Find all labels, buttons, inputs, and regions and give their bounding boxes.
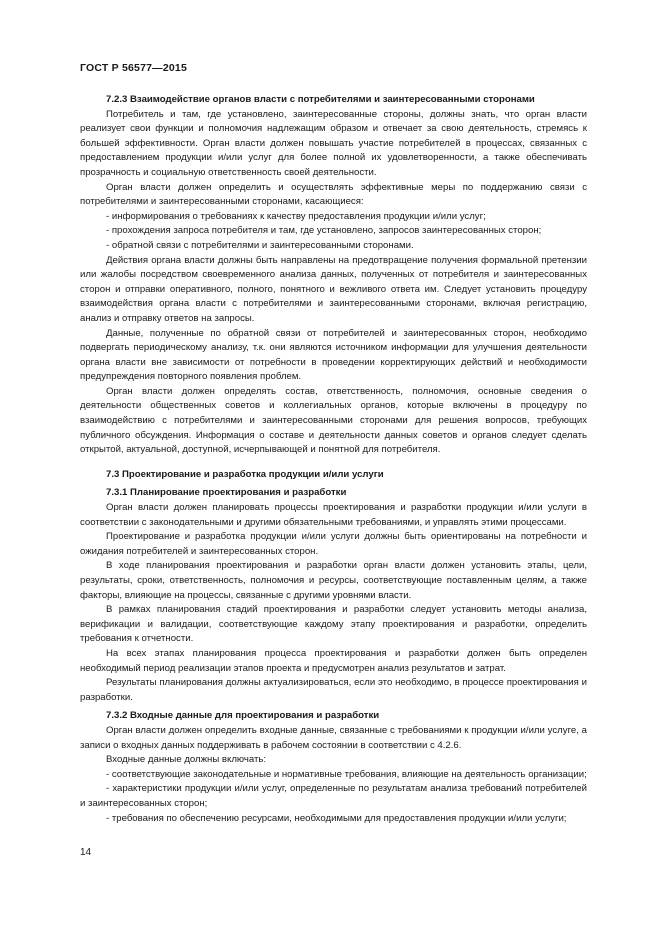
paragraph: Входные данные должны включать: xyxy=(106,754,267,766)
document-body xyxy=(80,93,587,826)
paragraph: В рамках планирования стадий проектирования и разработки следует установить методы анализа, верификации и валидации, соответствующие каждому этапу проектирования и разработки, определить требования к отчетности. xyxy=(80,604,587,645)
paragraph: Орган власти должен определять состав, ответственность, полномочия, основные сведения о деятельности общественных советов и коллегиальных органов, которые включены в процедуру по взаимодействию с потребителями и заинтересованными сторонами для решения вопросов, требующих публичного обсуждения. Информация о составе и деятельности данных советов и органов следует сделать открытой, актуальной, доступной, исчерпывающей и понятной для потребителя. xyxy=(80,385,587,456)
paragraph: Данные, полученные по обратной связи от потребителей и заинтересованных сторон, необходимо подвергать периодическому анализу, т.к. они являются источником информации для улучшения деятельности органа власти вне зависимости от потребности в проведении корректирующих действий и необходимости предупреждения повторного появления проблем. xyxy=(80,327,587,383)
paragraph: Результаты планирования должны актуализироваться, если это необходимо, в процессе проектирования и разработки. xyxy=(80,677,587,703)
page-number: 14 xyxy=(80,847,92,858)
paragraph: Орган власти должен планировать процессы проектирования и разработки продукции и/или услуги в соответствии с законодательными и другими обязательными требованиями, и управлять этими процессами. xyxy=(80,502,587,528)
section-7-3-1-title: 7.3.1 Планирование проектирования и разработки xyxy=(106,487,347,499)
paragraph: Проектирование и разработка продукции и/или услуги должны быть ориентированы на потребности и ожидания потребителей и заинтересованных сторон. xyxy=(80,531,587,557)
paragraph: В ходе планирования проектирования и разработки орган власти должен установить этапы, цели, результаты, сроки, ответственность, полномочия и ресурсы, соответствующие поставленным целям, а также факторы, влияющие на процессы, связанные с другими уровнями власти. xyxy=(80,560,587,601)
list-item: - обратной связи с потребителями и заинтересованными сторонами. xyxy=(106,239,414,251)
list-item: - прохождения запроса потребителя и там, где установлено, запросов заинтересованных сторон; xyxy=(106,225,542,237)
section-7-2-3-title: 7.2.3 Взаимодействие органов власти с потребителями и заинтересованными сторонами xyxy=(106,94,535,105)
list-item: - соответствующие законодательные и нормативные требования, влияющие на деятельность организации; xyxy=(106,768,587,780)
paragraph: Орган власти должен определить входные данные, связанные с требованиями к продукции и/или услуге, а записи о входных данных поддерживать в рабочем состоянии в соответствии с 4.2.6. xyxy=(80,724,587,751)
document-header: ГОСТ Р 56577—2015 xyxy=(80,62,188,74)
list-item: - требования по обеспечению ресурсами, необходимыми для предоставления продукции и/или услуги; xyxy=(106,812,567,824)
list-item: - характеристики продукции и/или услуг, определенные по результатам анализа требований потребителей и заинтересованных сторон; xyxy=(80,783,587,809)
section-7-3-2-title: 7.3.2 Входные данные для проектирования и разработки xyxy=(106,710,380,722)
section-7-3-title: 7.3 Проектирование и разработка продукции и/или услуги xyxy=(106,468,384,480)
paragraph: Действия органа власти должны быть направлены на предотвращение получения формальной претензии или жалобы посредством своевременного анализа данных, полученных от потребителя и заинтересованных сторон и отправки оперативного, полного, понятного и вежливого ответа им. Следует установить процедуру взаимодействия органа власти с потребителями и заинтересованными сторонами, включая регистрацию, анализ и отправку ответов на запросы. xyxy=(80,254,587,324)
paragraph: Орган власти должен определить и осуществлять эффективные меры по поддержанию связи с потребителями и заинтересованными сторонами, касающиеся: xyxy=(80,181,587,208)
list-item: - информирования о требованиях к качеству предоставления продукции и/или услуг; xyxy=(106,210,486,222)
paragraph: На всех этапах планирования процесса проектирования и разработки должен быть определен необходимый период реализации этапов проекта и предусмотрен анализ результатов и затрат. xyxy=(80,647,587,674)
paragraph: Потребитель и там, где установлено, заинтересованные стороны, должны знать, что орган власти реализует свои функции и полномочия надлежащим образом и отвечает за свою деятельность, стремясь к большей эффективности. Орган власти должен повышать участие потребителей в процессах, связанных с предоставлением продукции и/или услуг для более полной их удовлетворенности, а также обеспечивать прозрачность и социальную ответственность своей деятельности. xyxy=(80,108,587,178)
